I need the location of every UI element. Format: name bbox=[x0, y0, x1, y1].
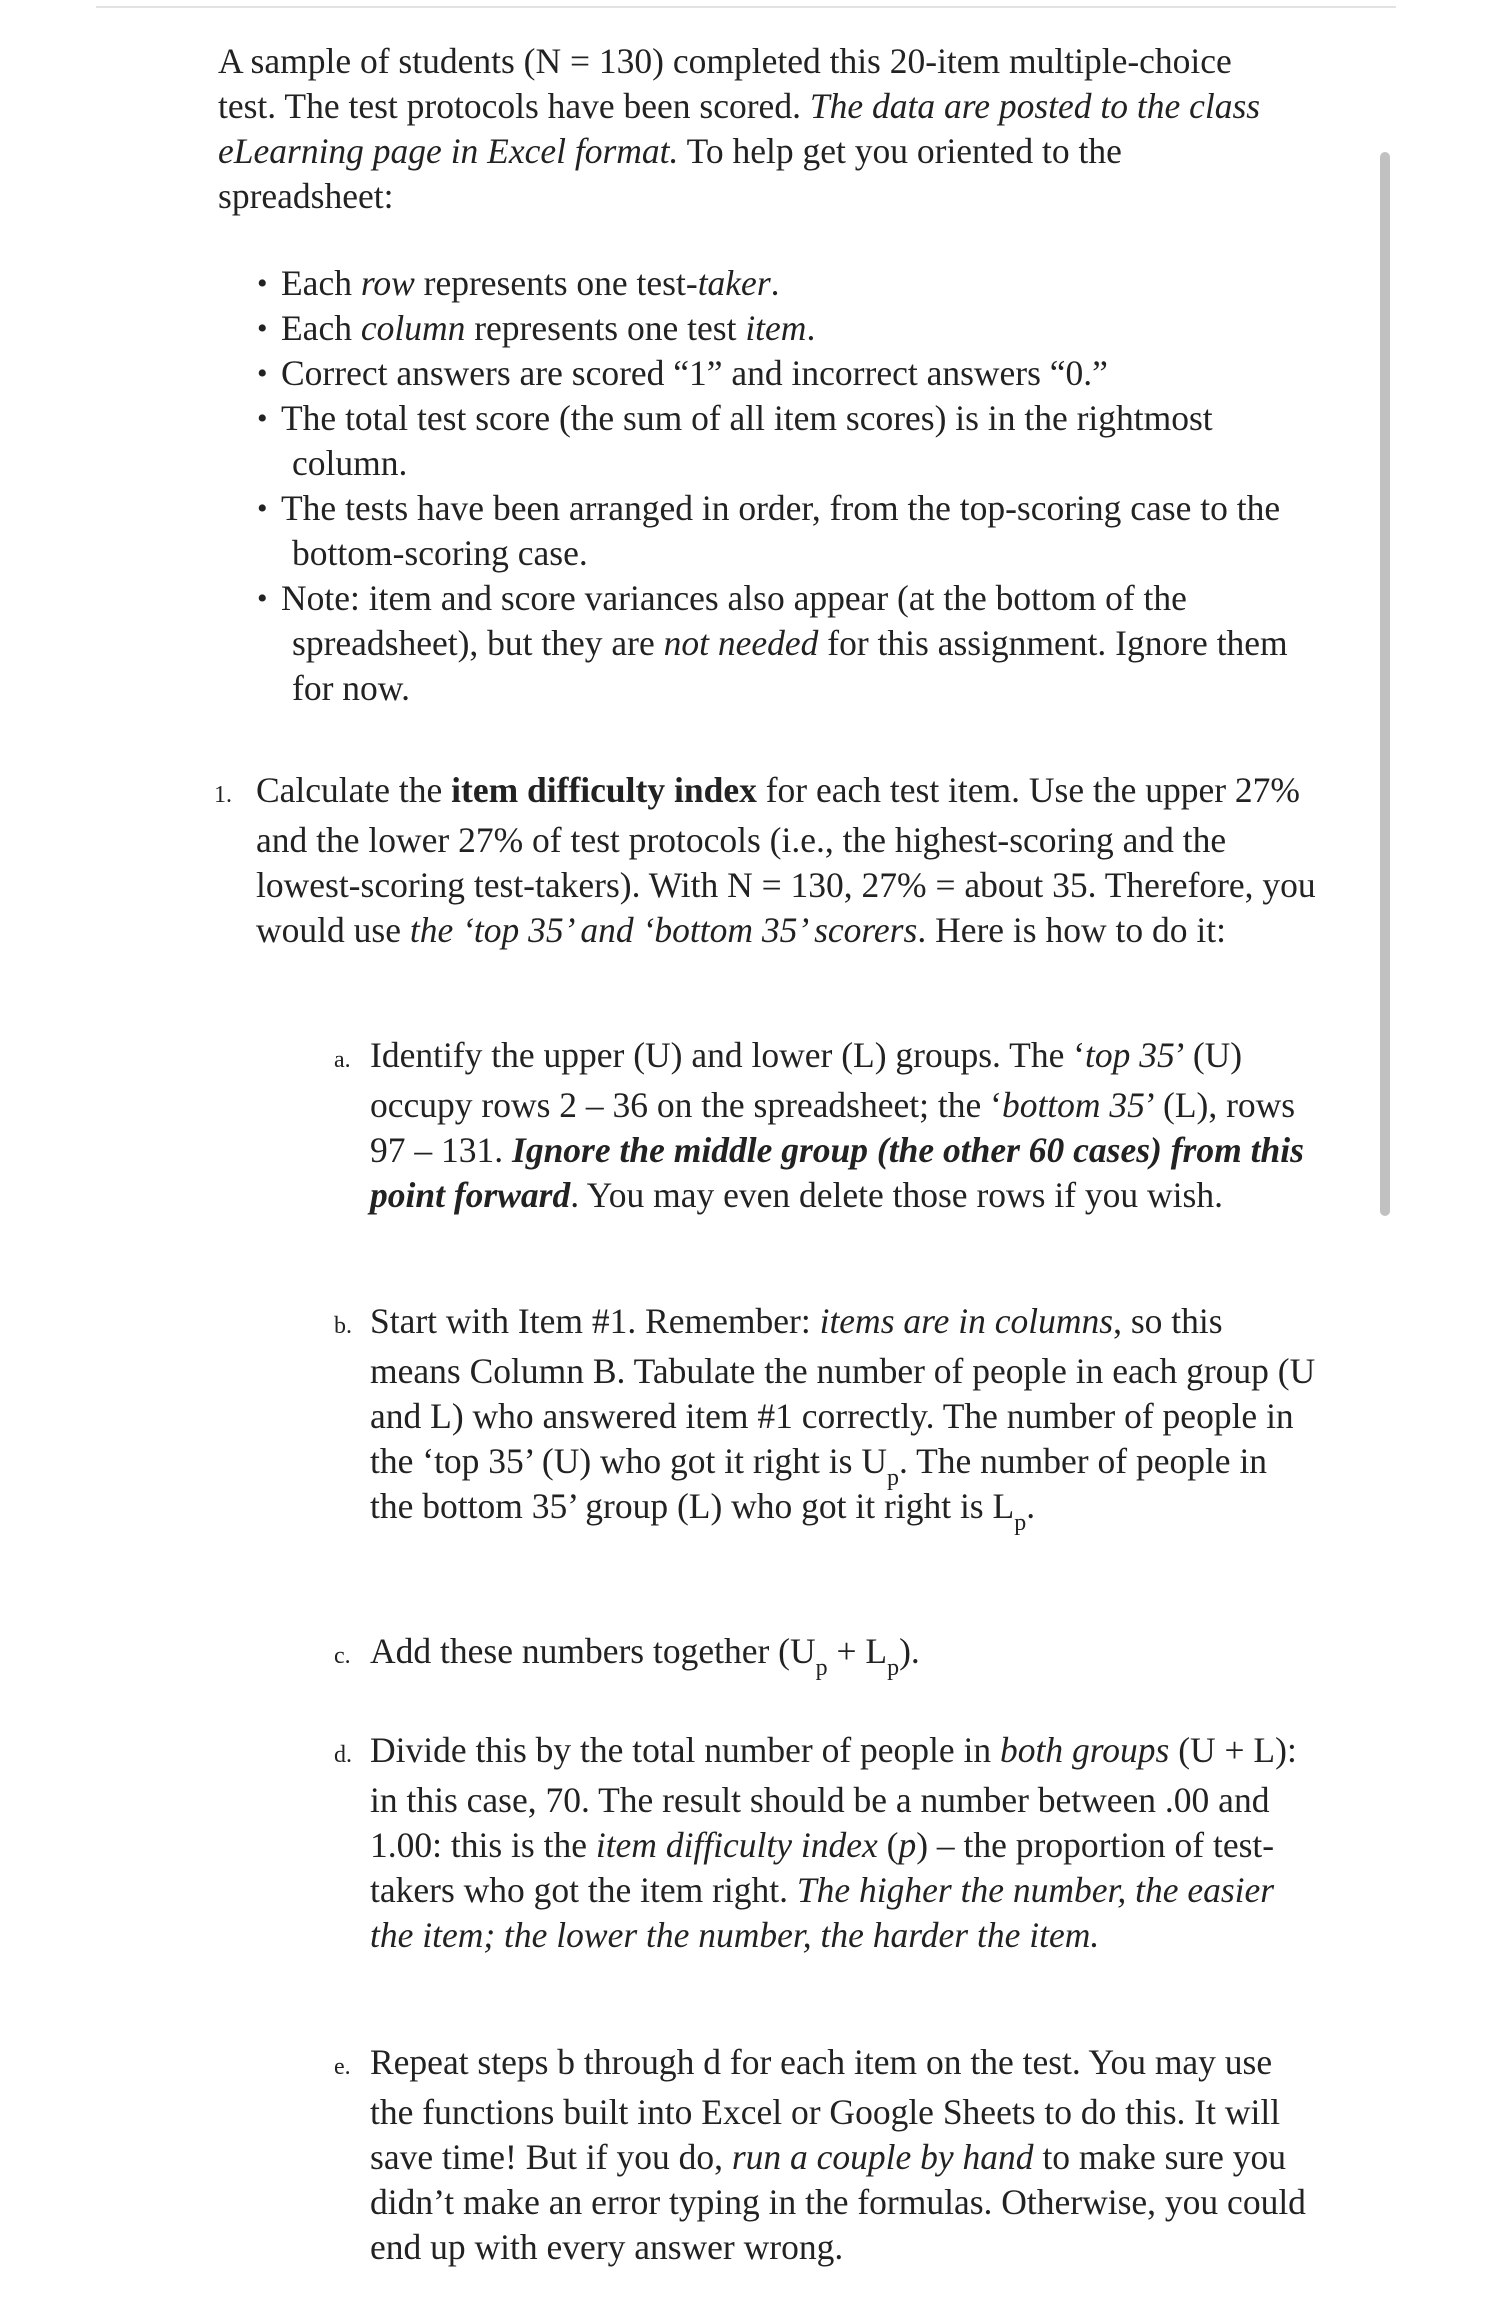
bold-term: item difficulty index bbox=[451, 770, 757, 810]
bullet-icon: • bbox=[257, 492, 268, 525]
emphasis: both groups bbox=[1000, 1730, 1170, 1770]
list-item bbox=[250, 306, 1290, 351]
emphasis: bottom 35 bbox=[1001, 1085, 1145, 1125]
text: ’ (U) occupy rows 2 – 36 on the spreadsheet; the ‘ bbox=[370, 1035, 1243, 1125]
emphasis: run a couple by hand bbox=[731, 2137, 1034, 2177]
text: Calculate the bbox=[256, 770, 452, 810]
subscript: p bbox=[887, 1465, 899, 1491]
text: . The number of people in the bottom 35’ group (L) who got it right is L bbox=[370, 1441, 1268, 1526]
text: . bbox=[1026, 1486, 1036, 1526]
emphasis: the ‘top 35’ and ‘bottom 35’ scorers bbox=[409, 910, 918, 950]
emphasis: The higher the number, the easier the item; the lower the number, the harder the item. bbox=[370, 1870, 1275, 1955]
text: for each test item. Use the upper 27% and the lower 27% of test protocols (i.e., the highest-scoring and the lowest-scoring test-takers). With N = 130, 27% = about 35. Therefore, you would use bbox=[256, 770, 1316, 950]
text: . You may even delete those rows if you wish. bbox=[570, 1175, 1223, 1215]
text: (U + L): in this case, 70. The result should be a number between .00 and 1.00: this is the bbox=[370, 1730, 1297, 1865]
subscript: p bbox=[815, 1655, 828, 1681]
text: + L bbox=[827, 1631, 888, 1671]
subscript: p bbox=[1014, 1510, 1027, 1536]
text: , so this means Column B. Tabulate the number of people in each group (U and L) who answered item #1 correctly. The number of people in the ‘top 35’ (U) who got it right is U bbox=[370, 1301, 1316, 1481]
bullet-icon: • bbox=[257, 582, 268, 615]
text: . bbox=[770, 263, 780, 303]
emphasis: p bbox=[898, 1825, 917, 1865]
text: for this assignment. Ignore them for now. bbox=[292, 623, 1288, 708]
subscript: p bbox=[887, 1655, 900, 1681]
bullet-icon: • bbox=[257, 267, 268, 300]
text: . bbox=[806, 308, 816, 348]
intro-paragraph bbox=[218, 39, 1293, 219]
step-letter: b. bbox=[334, 1313, 352, 1339]
list-item bbox=[250, 486, 1290, 576]
step-letter: a. bbox=[334, 1047, 351, 1073]
text: represents one test bbox=[465, 308, 746, 348]
numbered-item-1 bbox=[214, 768, 1332, 953]
step-letter: e. bbox=[334, 2054, 351, 2080]
text: The tests have been arranged in order, from the top-scoring case to the bottom-scoring case. bbox=[281, 488, 1281, 573]
bullet-icon: • bbox=[257, 357, 268, 390]
text: ). bbox=[899, 1631, 920, 1671]
text: The total test score (the sum of all item scores) is in the rightmost column. bbox=[281, 398, 1213, 483]
emphasis: item bbox=[745, 308, 807, 348]
emphasis: row bbox=[360, 263, 415, 303]
emphasis: not needed bbox=[663, 623, 819, 663]
list-item bbox=[250, 396, 1290, 486]
bold-emphasis: Ignore the middle group (the other 60 cases) from this point forward bbox=[370, 1130, 1304, 1215]
text: . Here is how to do it: bbox=[917, 910, 1226, 950]
list-item bbox=[250, 351, 1290, 396]
emphasis: taker bbox=[697, 263, 771, 303]
text: Note: item and score variances also appear (at the bottom of the spreadsheet), but they are bbox=[281, 578, 1187, 663]
step-a bbox=[334, 1033, 1318, 1218]
text: Each bbox=[281, 263, 361, 303]
step-letter: d. bbox=[334, 1742, 352, 1768]
emphasis: items are in columns bbox=[819, 1301, 1114, 1341]
vertical-scrollbar[interactable] bbox=[1380, 152, 1390, 1216]
intro-emphasis: The data are posted to the class eLearning page in Excel format. bbox=[218, 86, 1261, 171]
bullet-list bbox=[250, 261, 1290, 711]
text: Repeat steps b through d for each item on the test. You may use the functions built into Excel or Google Sheets to do this. It will save time! But if you do, bbox=[370, 2042, 1281, 2177]
emphasis: item difficulty index bbox=[595, 1825, 878, 1865]
emphasis: column bbox=[360, 308, 466, 348]
text: Divide this by the total number of people in bbox=[370, 1730, 1001, 1770]
text: to make sure you didn’t make an error typing in the formulas. Otherwise, you could end up with every answer wrong. bbox=[370, 2137, 1306, 2267]
step-c bbox=[334, 1629, 1318, 1679]
text: Correct answers are scored “1” and incorrect answers “0.” bbox=[281, 353, 1108, 393]
emphasis: top 35 bbox=[1085, 1035, 1175, 1075]
item-number: 1. bbox=[214, 782, 232, 808]
step-d bbox=[334, 1728, 1318, 1958]
text: Identify the upper (U) and lower (L) groups. The ‘ bbox=[370, 1035, 1086, 1075]
text: represents one test- bbox=[414, 263, 698, 303]
step-letter: c. bbox=[334, 1643, 351, 1669]
text: ’ (L), rows 97 – 131. bbox=[370, 1085, 1296, 1170]
top-divider bbox=[96, 6, 1396, 8]
list-item bbox=[250, 576, 1290, 711]
text: Each bbox=[281, 308, 361, 348]
bullet-icon: • bbox=[257, 402, 268, 435]
text: Add these numbers together (U bbox=[370, 1631, 816, 1671]
text: ( bbox=[877, 1825, 899, 1865]
bullet-icon: • bbox=[257, 312, 268, 345]
step-b bbox=[334, 1299, 1318, 1536]
text: Start with Item #1. Remember: bbox=[370, 1301, 820, 1341]
list-item bbox=[250, 261, 1290, 306]
intro-text-end: To help get you oriented to the spreadsheet: bbox=[218, 131, 1122, 216]
text: ) – the proportion of test-takers who got the item right. bbox=[370, 1825, 1275, 1910]
step-e bbox=[334, 2040, 1318, 2270]
intro-text: A sample of students (N = 130) completed this 20-item multiple-choice test. The test protocols have been scored. bbox=[218, 41, 1232, 126]
